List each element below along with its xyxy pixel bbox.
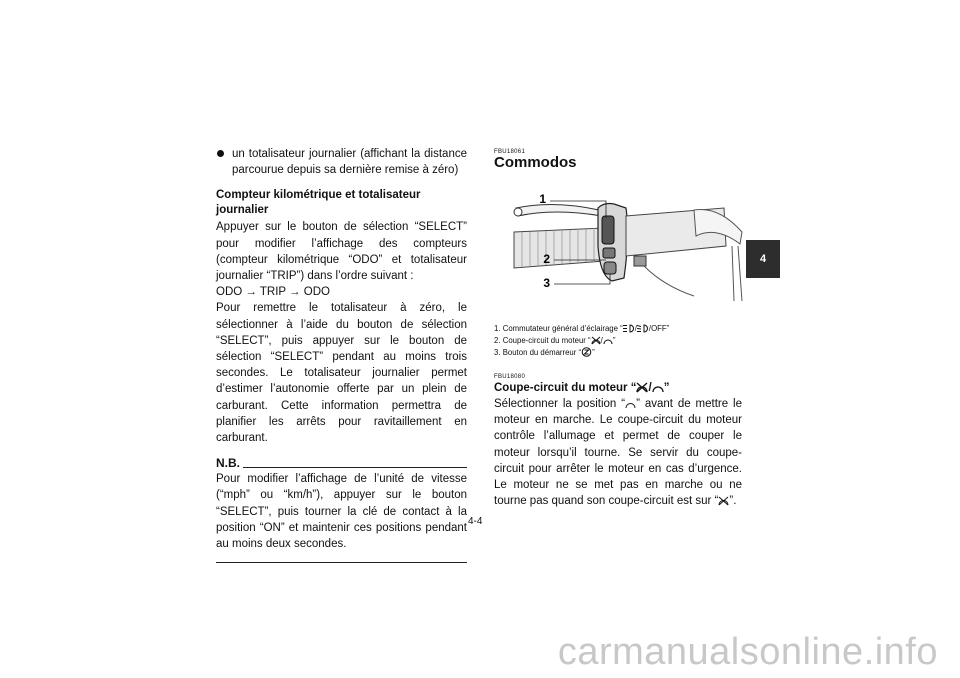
section-code-1: FBU18061 bbox=[494, 149, 526, 155]
kill-switch-body bbox=[494, 396, 742, 509]
paragraph-2: Pour remettre le totalisateur à zéro, le sélectionner à l’aide du bouton de sélection “SELECT”, puis appuyer sur le bouton de sélection “SELECT” pendant au moins trois secondes. Le totalisateur journalier permet d’estimer l’autonomie offerte par un plein de carburant. Cette information permettra de planifier les arrêts pour ravitaillement en carburant. bbox=[216, 302, 467, 445]
caption-2-suffix: ” bbox=[612, 336, 616, 345]
nb-block bbox=[216, 456, 467, 563]
sub-heading-text: Coupe-circuit du moteur “ bbox=[494, 382, 637, 394]
callout-1: 1 bbox=[539, 192, 546, 206]
engine-stop-icon bbox=[591, 336, 601, 345]
body-text-start: Sélectionner la position “ bbox=[494, 398, 626, 410]
bullet-icon bbox=[217, 150, 224, 157]
caption-3-text: Bouton du démarreur “ bbox=[502, 348, 582, 357]
callout-2: 2 bbox=[543, 252, 550, 266]
caption-2-number: 2. bbox=[494, 336, 501, 345]
caption-1 bbox=[494, 323, 744, 335]
caption-1-suffix: /OFF” bbox=[648, 324, 670, 333]
section-heading: Compteur kilométrique et totalisateur journalier bbox=[216, 189, 421, 217]
caption-1-separator: / bbox=[634, 324, 637, 333]
engine-run-icon bbox=[652, 382, 664, 393]
left-column bbox=[216, 146, 467, 563]
high-beam-icon bbox=[634, 324, 649, 333]
low-beam-icon bbox=[623, 324, 635, 333]
handlebar-switch-illustration bbox=[494, 186, 744, 314]
caption-1-text: Commutateur général d’éclairage “ bbox=[502, 324, 623, 333]
figure-captions bbox=[494, 323, 744, 359]
sub-heading-suffix: ” bbox=[663, 382, 670, 394]
sequence-line: ODO → TRIP → ODO bbox=[216, 286, 330, 299]
caption-2-text: Coupe-circuit du moteur “ bbox=[502, 336, 591, 345]
watermark: carmanualsonline.info bbox=[557, 631, 938, 673]
starter-icon bbox=[581, 347, 592, 357]
section-code-2: FBU18080 bbox=[494, 374, 526, 380]
chapter-tab: 4 bbox=[746, 240, 780, 278]
sub-heading-separator: / bbox=[648, 382, 652, 394]
caption-3-suffix: ” bbox=[592, 348, 595, 357]
body-text-middle: ” avant de mettre le moteur en marche. Le coupe-circuit du moteur contrôle l’allumage et permet de couper le moteur lorsqu’il tourne. Se servir du coupe-circuit pour arrêter le moteur en cas d’urgence. Le moteur ne se met pas en marche ou ne tourne pas quand son coupe-circuit est sur “ bbox=[494, 398, 743, 508]
engine-stop-icon bbox=[636, 382, 648, 393]
section-title: Commodos bbox=[494, 154, 577, 171]
caption-1-number: 1. bbox=[494, 324, 501, 333]
callout-3: 3 bbox=[543, 276, 550, 290]
sub-heading bbox=[494, 381, 669, 396]
caption-3-number: 3. bbox=[494, 348, 501, 357]
engine-stop-icon bbox=[718, 496, 729, 506]
page-number: 4-4 bbox=[468, 516, 483, 527]
nb-text: Pour modifier l’affichage de l’unité de vitesse (“mph” ou “km/h”), appuyer sur le bouton “SELECT”, puis tourner la clé de contact à la position “ON” et maintenir ces positions pendant au moins deux secondes. bbox=[216, 473, 467, 551]
caption-3 bbox=[494, 347, 744, 359]
nb-label: N.B. bbox=[216, 456, 240, 471]
bullet-item bbox=[216, 146, 467, 178]
engine-run-icon bbox=[625, 399, 636, 409]
caption-2-separator: / bbox=[600, 336, 603, 345]
caption-2 bbox=[494, 335, 744, 347]
paragraph-1: Appuyer sur le bouton de sélection “SELECT” pour modifier l’affichage des compteurs (compteur kilométrique “ODO” et totalisateur journalier “TRIP”) dans l’ordre suivant : bbox=[216, 221, 467, 283]
engine-run-icon bbox=[600, 336, 613, 345]
body-text-end: ”. bbox=[729, 495, 737, 508]
bullet-text: un totalisateur journalier (affichant la distance parcourue depuis sa dernière remise à zéro) bbox=[232, 148, 467, 177]
nb-top-rule bbox=[243, 467, 467, 468]
nb-bottom-rule bbox=[216, 562, 467, 563]
